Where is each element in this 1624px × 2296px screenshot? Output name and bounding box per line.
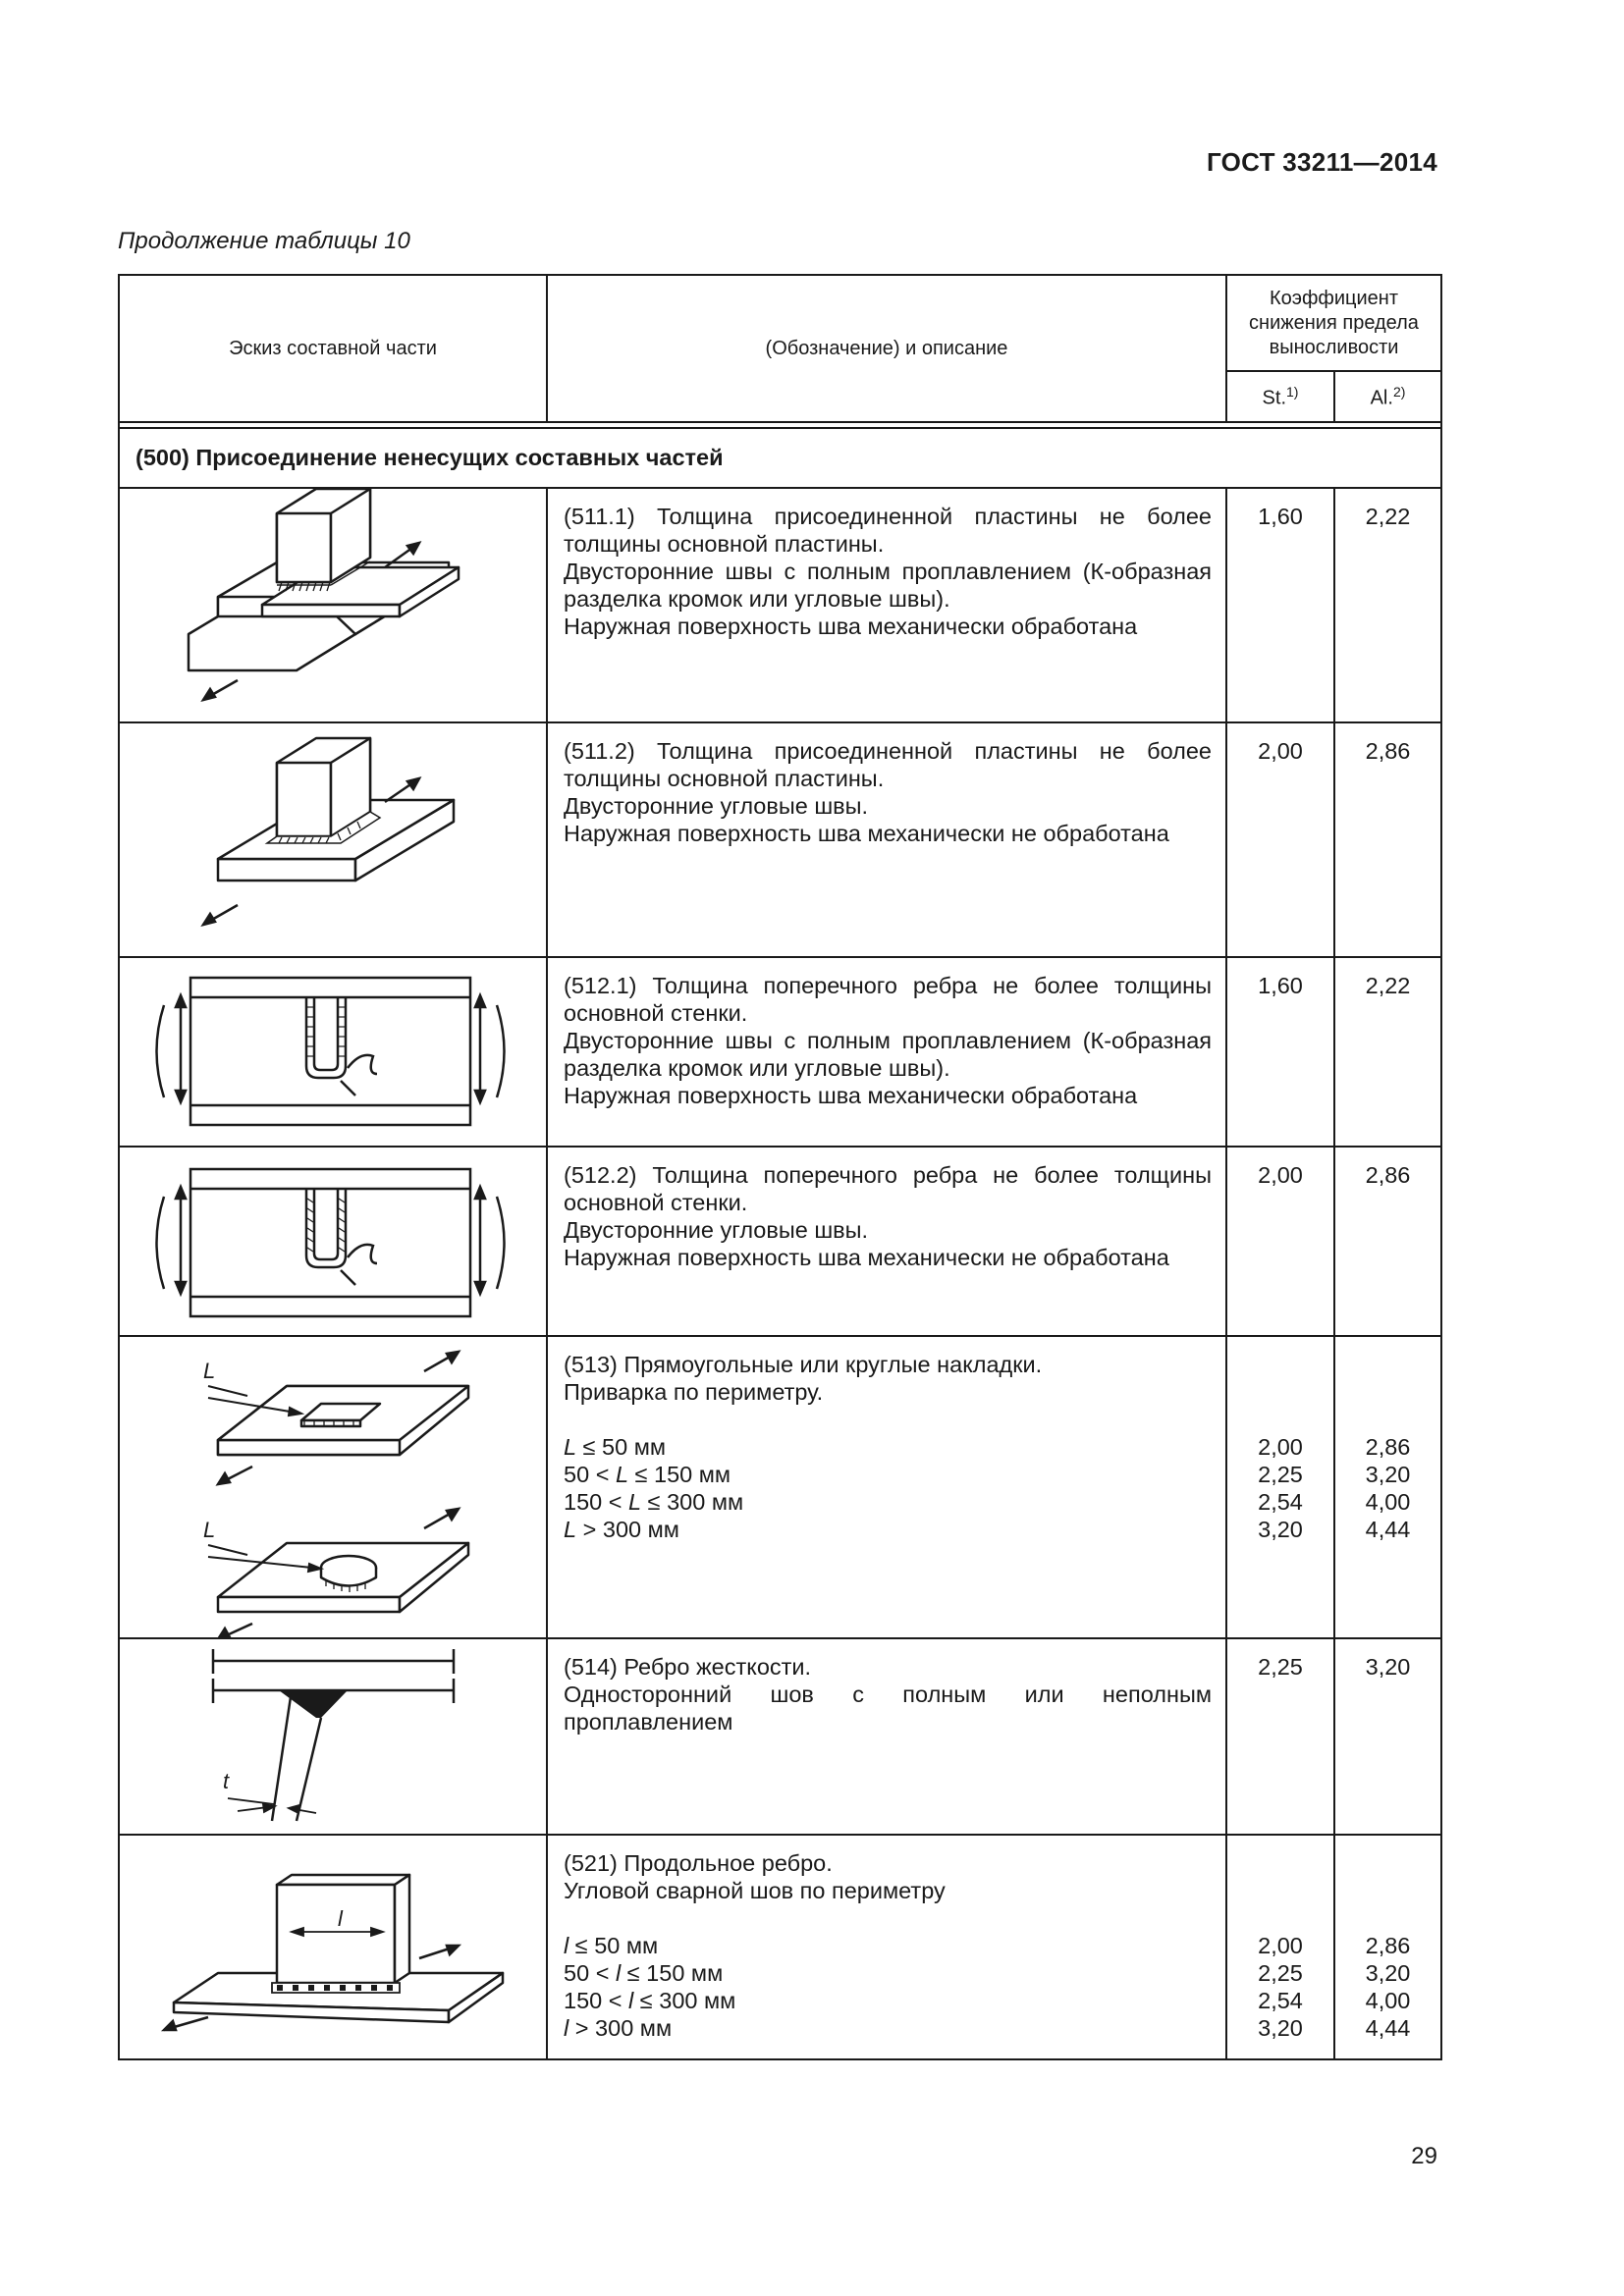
row-description-511-1: (511.1) Толщина присоединенной пластины не более толщины основной пластины. Двусторонние швы с полным проплавлением (К-образная разделка кромок или угловые швы). Наружная поверхность шва механически обработана <box>547 488 1226 722</box>
aluminium-value: 2,86 <box>1334 722 1441 957</box>
condition: L > 300 мм <box>564 1517 679 1542</box>
sketch-512-2 <box>119 1147 547 1336</box>
tee-joint-ground-sketch <box>120 489 548 723</box>
steel-values: 2,00 2,25 2,54 3,20 <box>1226 1336 1334 1638</box>
table-row <box>119 957 1441 1147</box>
row-description-512-1: (512.1) Толщина поперечного ребра не более толщины основной стенки. Двусторонние швы с полным проплавлением (К-образная разделка кромок или угловые швы). Наружная поверхность шва механически обработана <box>547 957 1226 1147</box>
transverse-rib-fillet-sketch <box>120 1148 548 1337</box>
row-description-514: (514) Ребро жесткости. Односторонний шов с полным или неполным проплавлением <box>547 1638 1226 1835</box>
steel-value: 2,00 <box>1226 1147 1334 1336</box>
table-continuation-caption: Продолжение таблицы 10 <box>118 228 410 254</box>
table-row <box>119 1638 1441 1835</box>
aluminium-value: 3,20 <box>1334 1638 1441 1835</box>
table-row <box>119 488 1441 722</box>
sketch-511-1 <box>119 488 547 722</box>
condition: l > 300 мм <box>564 2015 673 2041</box>
cover-plate-sketch <box>120 1337 548 1639</box>
fatigue-coefficient-table <box>118 274 1442 2060</box>
row-description-521: (521) Продольное ребро. Угловой сварной шов по периметру l ≤ 50 мм 50 < l ≤ 150 мм 150 < l ≤ 300 мм l > 300 мм <box>547 1835 1226 2059</box>
aluminium-values: 2,86 3,20 4,00 4,44 <box>1334 1336 1441 1638</box>
aluminium-value: 2,86 <box>1334 1147 1441 1336</box>
header-description: (Обозначение) и описание <box>547 275 1226 422</box>
rib-length-label: l <box>338 1906 343 1931</box>
steel-values: 2,00 2,25 2,54 3,20 <box>1226 1835 1334 2059</box>
transverse-rib-ground-sketch <box>120 958 548 1148</box>
header-aluminium: Al.$^{2)}$ <box>1334 371 1441 422</box>
table-row <box>119 1835 1441 2059</box>
condition: 50 < l ≤ 150 мм <box>564 1960 724 1986</box>
sketch-512-1 <box>119 957 547 1147</box>
page-number: 29 <box>1411 2143 1437 2169</box>
header-sketch: Эскиз составной части <box>119 275 547 422</box>
aluminium-values: 2,86 3,20 4,00 4,44 <box>1334 1835 1441 2059</box>
row-description-511-2: (511.2) Толщина присоединенной пластины не более толщины основной пластины. Двусторонние угловые швы. Наружная поверхность шва механически не обработана <box>547 722 1226 957</box>
cover-plate-length-label: L <box>203 1359 216 1383</box>
section-title: (500) Присоединение ненесущих составных частей <box>119 428 1441 488</box>
aluminium-value: 2,22 <box>1334 957 1441 1147</box>
steel-value: 1,60 <box>1226 957 1334 1147</box>
condition: l ≤ 50 мм <box>564 1933 659 1958</box>
tee-joint-fillet-sketch <box>120 723 548 958</box>
steel-value: 2,25 <box>1226 1638 1334 1835</box>
table-row <box>119 722 1441 957</box>
sketch-511-2 <box>119 722 547 957</box>
condition: 50 < L ≤ 150 мм <box>564 1462 731 1487</box>
steel-value: 1,60 <box>1226 488 1334 722</box>
longitudinal-rib-sketch <box>120 1836 548 2060</box>
aluminium-value: 2,22 <box>1334 488 1441 722</box>
condition: 150 < L ≤ 300 мм <box>564 1489 744 1515</box>
stiffener-sketch <box>120 1639 548 1836</box>
steel-value: 2,00 <box>1226 722 1334 957</box>
sketch-521 <box>119 1835 547 2059</box>
header-coefficient: Коэффициент снижения предела выносливости <box>1226 275 1441 371</box>
condition: 150 < l ≤ 300 мм <box>564 1988 736 2013</box>
cover-plate-length-label-2: L <box>203 1518 216 1542</box>
condition: L ≤ 50 мм <box>564 1434 667 1460</box>
sketch-514 <box>119 1638 547 1835</box>
table-row <box>119 1147 1441 1336</box>
table-row <box>119 1336 1441 1638</box>
row-description-512-2: (512.2) Толщина поперечного ребра не более толщины основной стенки. Двусторонние угловые швы. Наружная поверхность шва механически не обработана <box>547 1147 1226 1336</box>
row-description-513: (513) Прямоугольные или круглые накладки. Приварка по периметру. L ≤ 50 мм 50 < L ≤ 150 мм 150 < L ≤ 300 мм L > 300 мм <box>547 1336 1226 1638</box>
sketch-513 <box>119 1336 547 1638</box>
standard-code: ГОСТ 33211—2014 <box>1206 147 1437 177</box>
thickness-label: t <box>223 1769 230 1793</box>
header-steel: St.$^{1)}$ <box>1226 371 1334 422</box>
